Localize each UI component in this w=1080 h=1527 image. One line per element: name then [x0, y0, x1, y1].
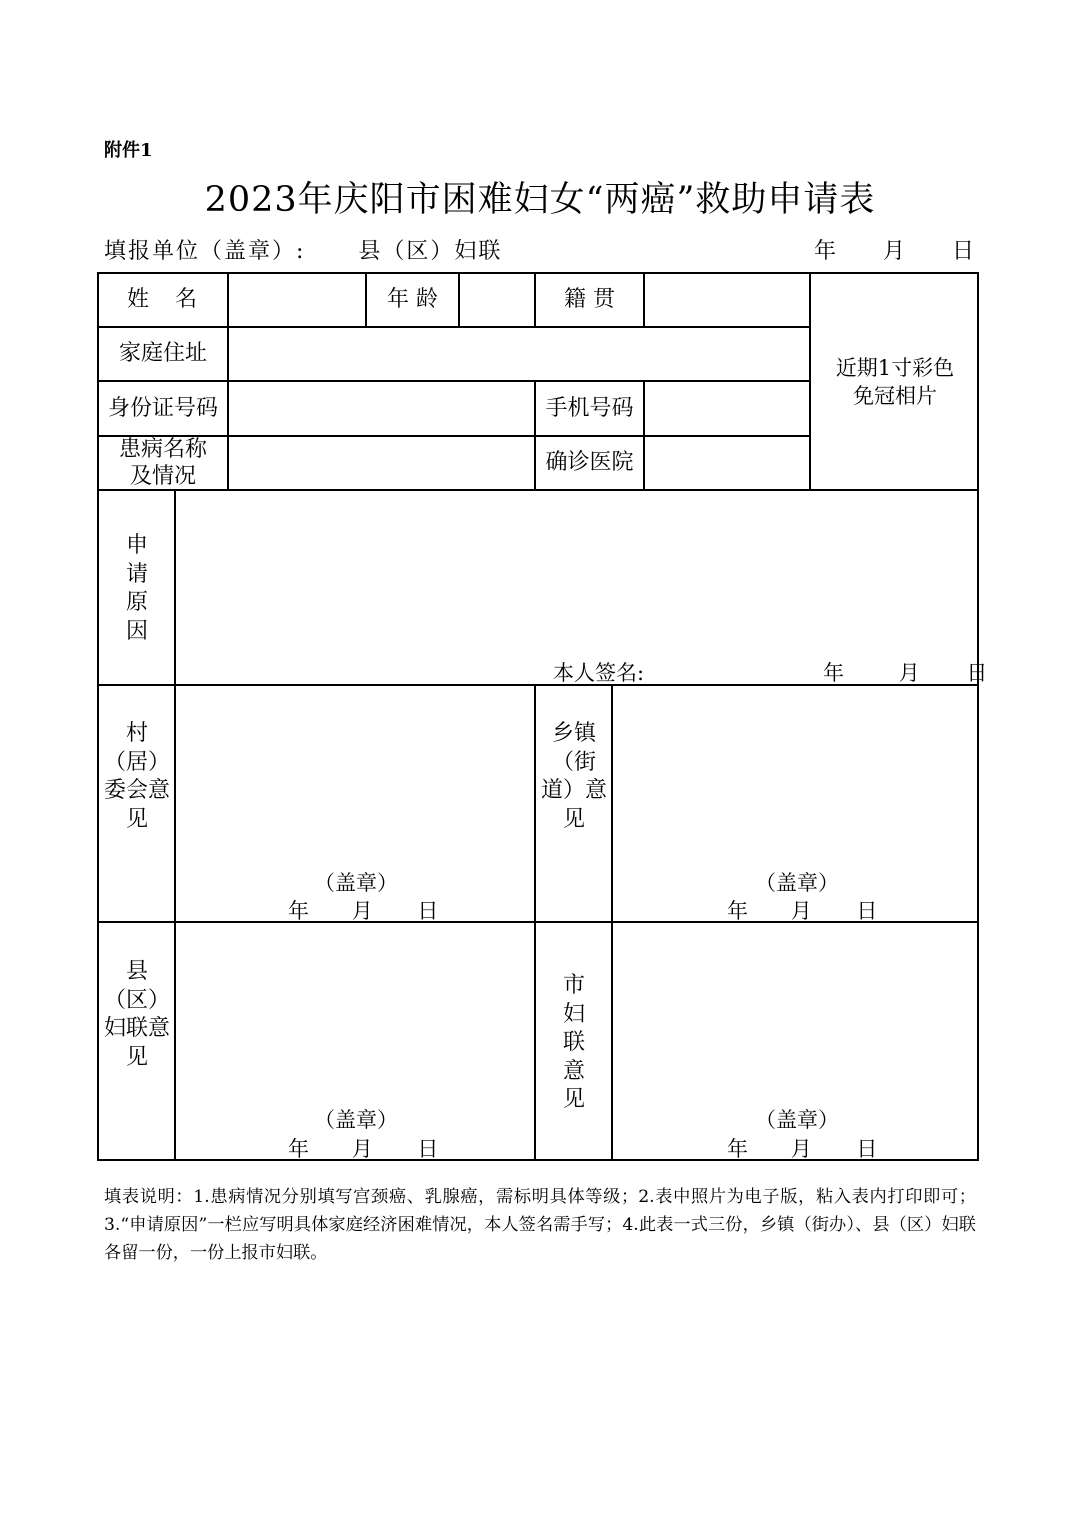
hospital-label: 确诊医院: [545, 450, 634, 475]
county-seal-label: （盖章）: [314, 1108, 398, 1132]
village-committee-label: 村（居）委会意见: [103, 721, 170, 832]
date-month: 月: [351, 899, 373, 923]
signature-row: [553, 657, 644, 687]
filing-unit: [104, 234, 502, 265]
name-input[interactable]: [229, 274, 365, 326]
filing-unit-label: 填报单位（盖章）:: [104, 239, 306, 264]
date-month: 月: [790, 1137, 812, 1161]
col-divider: [809, 272, 811, 491]
date-day: 日: [966, 661, 988, 685]
town-opinion-input[interactable]: [613, 686, 977, 856]
city-opinion-input[interactable]: [613, 923, 977, 1093]
hospital-input[interactable]: [645, 437, 809, 489]
native-place-label: 籍 贯: [564, 287, 615, 312]
native-place-input[interactable]: [645, 274, 809, 326]
address-input[interactable]: [229, 328, 809, 380]
date-month: 月: [790, 899, 812, 923]
date-day: 日: [417, 1137, 439, 1161]
date-year: 年: [813, 239, 836, 264]
address-label: 家庭住址: [118, 341, 207, 366]
village-opinion-input[interactable]: [176, 686, 534, 856]
signature-date: [823, 657, 987, 687]
attachment-label: 附件1: [104, 140, 153, 161]
table-border-right: [977, 272, 979, 1161]
date-day: 日: [856, 899, 878, 923]
date-year: 年: [288, 899, 309, 923]
signature-label: 本人签名:: [553, 661, 645, 685]
disease-label: 患病名称及情况: [118, 437, 207, 489]
town-date: [727, 895, 877, 925]
filling-instructions: 填表说明：1.患病情况分别填写宫颈癌、乳腺癌，需标明具体等级；2.表中照片为电子版，粘入表内打印即可；3.“申请原因”一栏应写明具体家庭经济困难情况，本人签名需手写；4.此表一式三份，乡镇（街办）、县（区）妇联各留一份，一份上报市妇联。: [104, 1187, 976, 1263]
city-women-federation-label: 市妇联意见: [562, 973, 585, 1113]
id-number-input[interactable]: [229, 382, 534, 435]
photo-placeholder: 近期1寸彩色免冠相片: [835, 356, 955, 408]
phone-label: 手机号码: [545, 395, 634, 421]
date-year: 年: [727, 1137, 748, 1161]
town-street-label: 乡镇（街道）意见: [540, 721, 607, 832]
date-day: 日: [856, 1137, 878, 1161]
date-month: 月: [898, 661, 920, 685]
date-day: 日: [951, 239, 974, 264]
page-title: 2023年庆阳市困难妇女“两癌”救助申请表: [204, 180, 876, 220]
village-date: [288, 895, 438, 925]
county-date: [288, 1133, 438, 1163]
county-women-federation-label: 县（区）妇联意见: [103, 959, 170, 1070]
date-month: 月: [882, 239, 905, 264]
reason-input[interactable]: [176, 491, 977, 641]
date-year: 年: [727, 899, 748, 923]
phone-input[interactable]: [645, 382, 809, 435]
header-date: [814, 234, 974, 265]
date-month: 月: [351, 1137, 373, 1161]
date-day: 日: [417, 899, 439, 923]
county-opinion-input[interactable]: [176, 923, 534, 1093]
age-label: 年 龄: [387, 287, 438, 312]
date-year: 年: [288, 1137, 309, 1161]
reason-label: 申请原因: [125, 533, 148, 644]
id-number-label: 身份证号码: [107, 395, 218, 421]
date-year: 年: [823, 661, 844, 685]
village-seal-label: （盖章）: [314, 871, 398, 895]
filing-unit-county: 县（区）妇联: [358, 239, 503, 264]
city-date: [727, 1133, 877, 1163]
town-seal-label: （盖章）: [755, 871, 839, 895]
age-input[interactable]: [460, 274, 534, 326]
disease-input[interactable]: [229, 437, 534, 489]
city-seal-label: （盖章）: [755, 1108, 839, 1132]
name-label: 姓 名: [126, 287, 199, 312]
